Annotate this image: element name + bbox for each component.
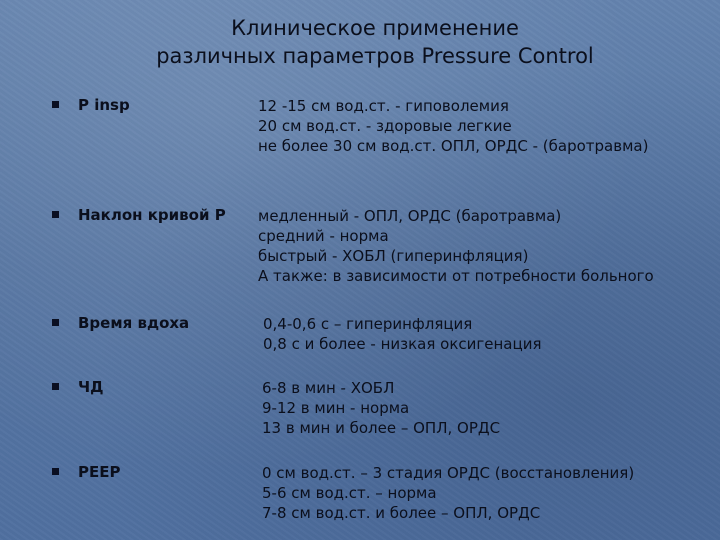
- param-description: [263, 314, 541, 354]
- param-label: ЧД: [78, 378, 104, 396]
- param-description: [262, 378, 500, 438]
- description-line: 20 см вод.ст. - здоровые легкие: [258, 117, 512, 135]
- description-line: 0,8 с и более - низкая оксигенация: [263, 335, 542, 353]
- param-label: Наклон кривой P: [78, 206, 226, 224]
- param-description: [258, 206, 654, 286]
- description-line: 6-8 в мин - ХОБЛ: [262, 379, 395, 397]
- slide-title: [60, 14, 690, 70]
- square-bullet-icon: [52, 468, 59, 475]
- square-bullet-icon: [52, 319, 59, 326]
- description-line: быстрый - ХОБЛ (гиперинфляция): [258, 247, 529, 265]
- description-line: 7-8 см вод.ст. и более – ОПЛ, ОРДС: [262, 504, 541, 522]
- param-description: [262, 463, 634, 523]
- title-line-1: Клиническое применение: [231, 16, 519, 40]
- description-line: средний - норма: [258, 227, 389, 245]
- param-label: Время вдоха: [78, 314, 190, 332]
- description-line: 0 см вод.ст. – 3 стадия ОРДС (восстановления): [262, 464, 635, 482]
- description-line: А также: в зависимости от потребности больного: [258, 267, 654, 285]
- description-line: медленный - ОПЛ, ОРДС (баротравма): [258, 207, 562, 225]
- square-bullet-icon: [52, 211, 59, 218]
- param-label: PEEP: [78, 463, 121, 481]
- square-bullet-icon: [52, 101, 59, 108]
- square-bullet-icon: [52, 383, 59, 390]
- param-description: [258, 96, 648, 156]
- description-line: 9-12 в мин - норма: [262, 399, 410, 417]
- title-line-2: различных параметров Pressure Control: [156, 44, 594, 68]
- description-line: не более 30 см вод.ст. ОПЛ, ОРДС - (баротравма): [258, 137, 649, 155]
- description-line: 0,4-0,6 с – гиперинфляция: [263, 315, 473, 333]
- param-label: P insp: [78, 96, 130, 114]
- description-line: 12 -15 см вод.ст. - гиповолемия: [258, 97, 509, 115]
- description-line: 5-6 см вод.ст. – норма: [262, 484, 437, 502]
- description-line: 13 в мин и более – ОПЛ, ОРДС: [262, 419, 501, 437]
